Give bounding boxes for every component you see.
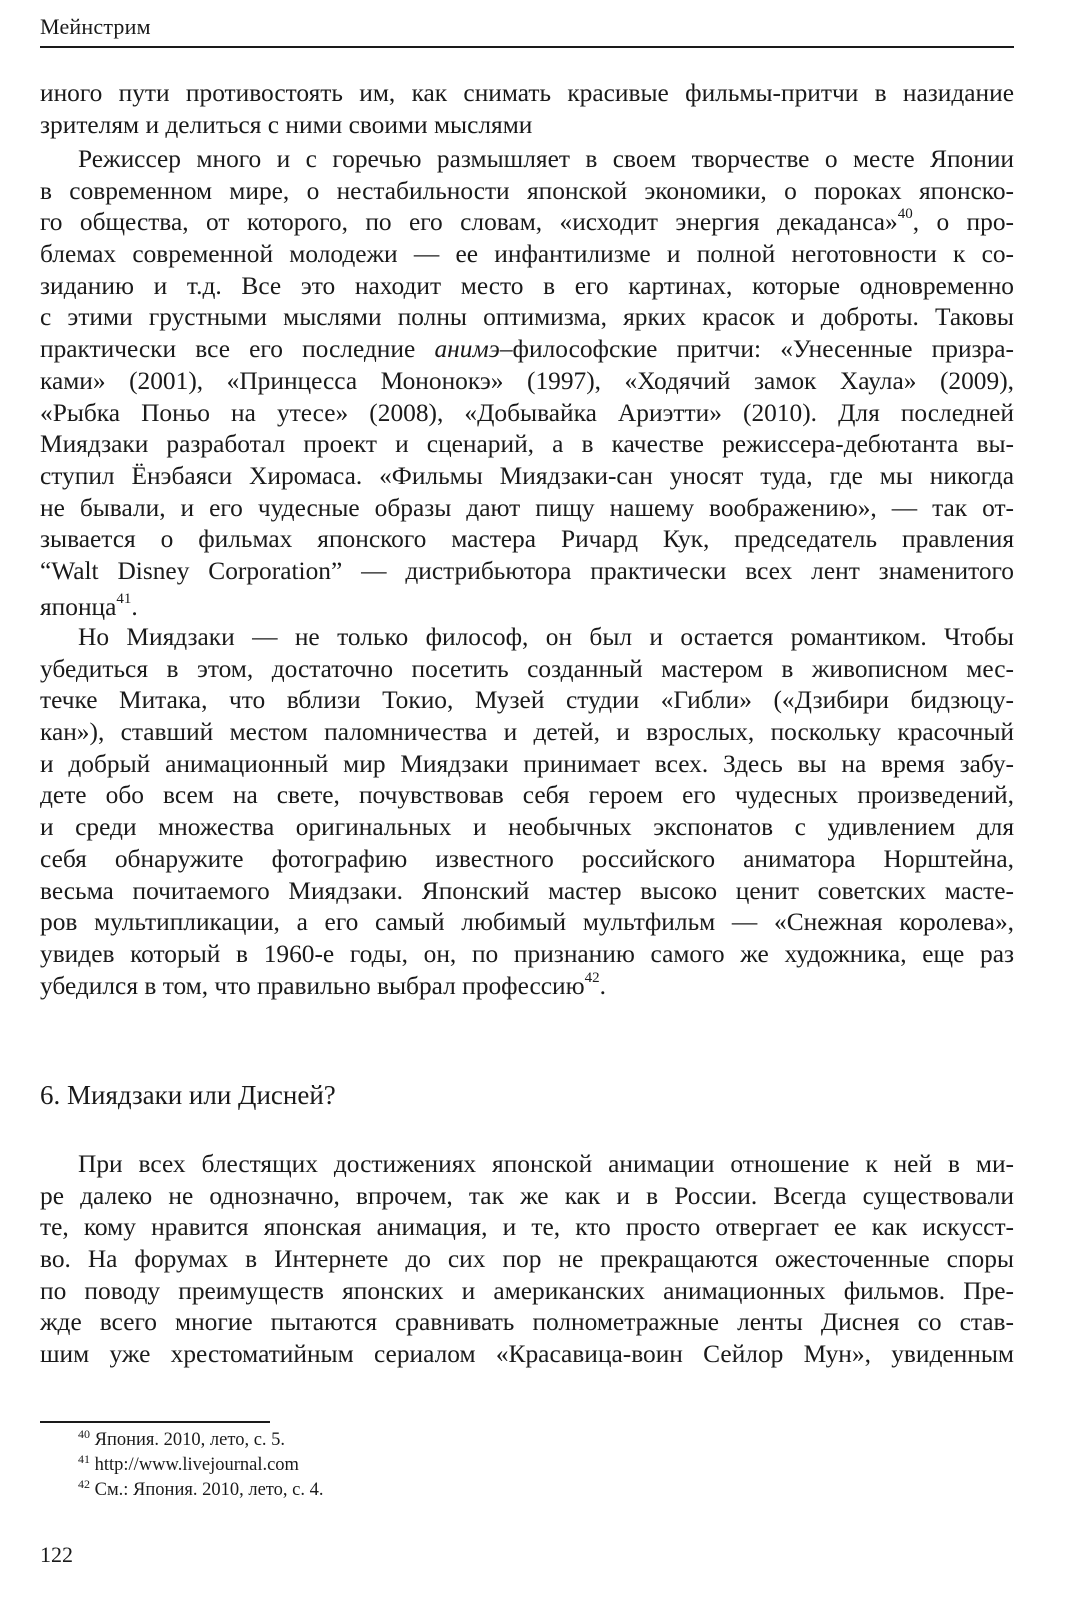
text-line: кан»), ставший местом паломничества и детей, и взрослых, поскольку красочный [40,718,1014,747]
text-line [40,334,1014,366]
text-line: не бывали, и его чудесные образы дают пищу нашему воображению», — так от- [40,493,1014,522]
text-line: с этими грустными мыслями полны оптимизма, ярких красок и доброты. Таковы [40,303,1014,332]
text-line: увидев который в 1960-е годы, он, по признанию самого же художника, еще раз [40,939,1014,968]
footnote-42 [78,1478,323,1503]
footnote-divider [40,1421,270,1423]
text-line: во. На форумах в Интернете до сих пор не прекращаются ожесточенные споры [40,1245,1014,1274]
text-fragment: . [131,592,138,621]
text-line: Миядзаки разработал проект и сценарий, а в качестве режиссера-дебютанта вы- [40,430,1014,459]
text-line: зрителям и делиться с ними своими мыслями [40,110,533,139]
text-line: При всех блестящих достижениях японской анимации отношение к ней в ми- [78,1150,1014,1178]
footnote-number: 41 [78,1452,90,1466]
paragraph-continuation [40,78,1014,141]
text-fragment: убедился в том, что правильно выбрал профессию [40,971,585,1000]
text-line [40,207,1014,239]
text-line: “Walt Disney Corporation” — дистрибьютора практически всех лент знаменитого [40,556,1014,585]
text-line: дете обо всем на свете, почувствовав себя героем его чудесных произведений, [40,781,1014,810]
text-line: Режиссер много и с горечью размышляет в своем творчестве о месте Японии [78,145,1014,173]
paragraph-attitudes [40,1149,1014,1371]
text-fragment: , о про- [912,208,1014,237]
text-line: «Рыбка Поньо на утесе» (2008), «Добывайка Ариэтти» (2010). Для последней [40,398,1014,427]
running-title: Мейнстрим [40,14,151,39]
text-line: ступил Ёнэбаяси Хиромаса. «Фильмы Миядзаки-сан уносят туда, где мы никогда [40,461,1014,490]
text-line: и добрый анимационный мир Миядзаки принимает всех. Здесь вы на время забу- [40,749,1014,778]
page-number: 122 [40,1542,73,1567]
text-fragment: –философские притчи: «Унесенные призра- [499,335,1015,364]
text-line: в современном мире, о нестабильности японской экономики, о пороках японско- [40,176,1014,205]
footnote-number: 40 [78,1427,90,1441]
text-fragment: практически все его последние [40,335,435,364]
text-line: ками» (2001), «Принцесса Мононокэ» (1997), «Ходячий замок Хаула» (2009), [40,366,1014,395]
footnotes [78,1428,323,1503]
italic-term: анимэ [434,335,500,364]
footnote-ref-42: 42 [584,969,600,986]
text-line: те, кому нравится японская анимация, и те, кто просто отвергает ее как искусст- [40,1213,1014,1242]
text-fragment: го общества, от которого, по его словам, «исходит энергия декаданса» [40,208,898,237]
text-line: Но Миядзаки — не только философ, он был и остается романтиком. Чтобы [78,623,1014,651]
text-line: течке Митака, что вблизи Токио, Музей студии «Гибли» («Дзибири бидзюцу- [40,686,1014,715]
text-line: весьма почитаемого Миядзаки. Японский мастер высоко ценит советских масте- [40,876,1014,905]
header-divider [40,46,1014,48]
footnote-40 [78,1428,323,1453]
text-line: себя обнаружите фотографию известного российского аниматора Норштейна, [40,844,1014,873]
text-line: убедиться в этом, достаточно посетить созданный мастером в живописном мес- [40,654,1014,683]
footnote-text: http://www.livejournal.com [90,1455,299,1475]
text-line: иного пути противостоять им, как снимать красивые фильмы-притчи в назидание [40,79,1014,107]
text-line: и среди множества оригинальных и необычных экспонатов с удивлением для [40,813,1014,842]
footnote-text: Япония. 2010, лето, с. 5. [90,1430,286,1450]
section-heading: 6. Миядзаки или Дисней? [40,1080,336,1110]
footnote-41 [78,1453,323,1478]
text-line: зывается о фильмах японского мастера Ричард Кук, председатель правления [40,525,1014,554]
text-line [40,971,1014,1003]
paragraph-romantic [40,622,1014,1002]
footnote-ref-41: 41 [116,590,132,607]
text-fragment: японца [40,592,117,621]
text-fragment: . [599,971,606,1000]
text-line: ров мультипликации, а его самый любимый мультфильм — «Снежная королева», [40,908,1014,937]
text-line: по поводу преимуществ японских и американских анимационных фильмов. Пре- [40,1276,1014,1305]
text-line: зиданию и т.д. Все это находит место в его картинах, которые одновременно [40,271,1014,300]
paragraph-miyazaki-reflections [40,144,1014,628]
footnote-ref-40: 40 [897,206,913,223]
footnote-number: 42 [78,1477,90,1491]
text-line: блемах современной молодежи — ее инфантилизме и полной неготовности к со- [40,240,1014,269]
text-line: шим уже хрестоматийным сериалом «Красавица-воин Сейлор Мун», увиденным [40,1340,1014,1369]
text-line: жде всего многие пытаются сравнивать полнометражные ленты Диснея со став- [40,1308,1014,1337]
footnote-text: См.: Япония. 2010, лето, с. 4. [90,1480,324,1500]
text-line: ре далеко не однозначно, впрочем, так же как и в России. Всегда существовали [40,1181,1014,1210]
